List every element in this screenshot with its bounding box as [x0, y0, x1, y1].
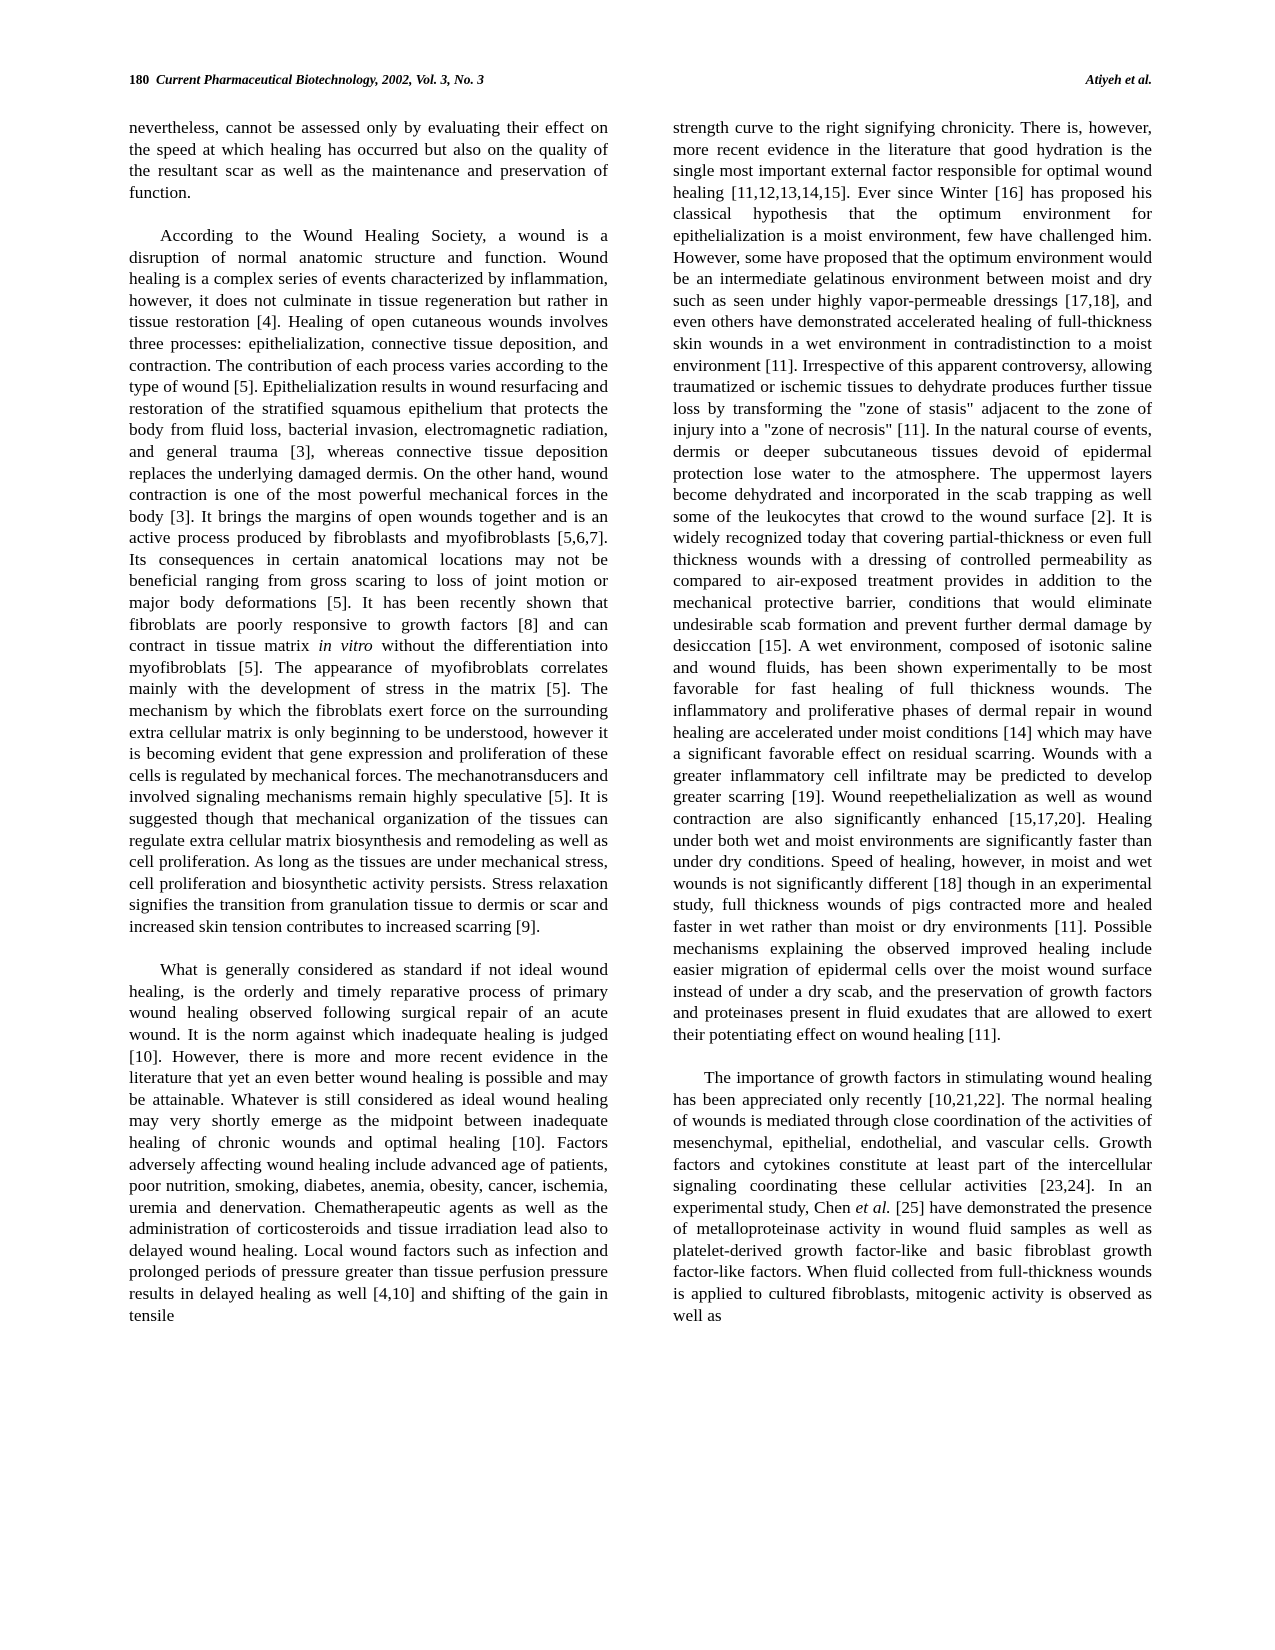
paragraph-growth-factors — [673, 1067, 1152, 1326]
italic-text: in vitro — [318, 636, 373, 656]
header-authors: Atiyeh et al. — [1085, 72, 1152, 87]
text-run: The importance of growth factors in stimulating wound healing has been appreciated only recently [10,21,22]. The normal healing of wounds is mediated through close coordination of the activities of mesenchymal, epithelial, endothelial, and vascular cells. Growth factors and cytokines constitute at least part of the intercellular signaling coordinating these cellular activities [23,24]. In an experimental study, Chen — [673, 1068, 1152, 1217]
paragraph-hydration: strength curve to the right signifying chronicity. There is, however, more recent evidence in the literature that good hydration is the single most important external factor responsible for optimal wound healing [11,12,13,14,15]. Ever since Winter [16] has proposed his classical hypothesis that the optimum environment for epithelialization is a moist environment, few have challenged him. However, some have proposed that the optimum environment would be an intermediate gelatinous environment between moist and dry such as seen under highly vapor-permeable dressings [17,18], and even others have demonstrated accelerated healing of full-thickness skin wounds in a wet environment in contradistinction to a moist environment [11]. Irrespective of this apparent controversy, allowing traumatized or ischemic tissues to dehydrate produces further tissue loss by transforming the "zone of stasis" adjacent to the zone of injury into a "zone of necrosis" [11]. In the natural course of events, dermis or deeper subcutaneous tissues devoid of epidermal protection lose water to the atmosphere. The uppermost layers become dehydrated and incorporated in the scab trapping as well some of the leukocytes that crowd to the wound surface [2]. It is widely recognized today that covering partial-thickness or even full thickness wounds with a dressing of controlled permeability as compared to air-exposed treatment provides in addition to the mechanical protective barrier, conditions that would eliminate undesirable scab formation and prevent further dermal damage by desiccation [15]. A wet environment, composed of isotonic saline and wound fluids, has been shown experimentally to be most favorable for fast healing of full thickness wounds. The inflammatory and proliferative phases of dermal repair in wound healing are accelerated under moist conditions [14] which may have a significant favorable effect on residual scarring. Wounds with a greater inflammatory cell infiltrate may be predicted to develop greater scarring [19]. Wound reepethelialization as well as wound contraction are also significantly enhanced [15,17,20]. Healing under both wet and moist environments are significantly faster than under dry conditions. Speed of healing, however, in moist and wet wounds is not significantly different [18] though in an experimental study, full thickness wounds of pigs contracted more and healed faster in wet rather than moist or dry environments [11]. Possible mechanisms explaining the observed improved healing include easier migration of epidermal cells over the moist wound surface instead of under a dry scab, and the preservation of growth factors and proteinases present in fluid exudates that are allowed to exert their potentiating effect on wound healing [11]. — [673, 118, 1152, 1044]
italic-text: et al. — [855, 1197, 891, 1217]
page-number: 180 — [129, 72, 150, 87]
paragraph-continued: nevertheless, cannot be assessed only by evaluating their effect on the speed at which healing has occurred but also on the quality of the resultant scar as well as the maintenance and preservation of function. — [129, 118, 608, 202]
paragraph-ideal-healing: What is generally considered as standard if not ideal wound healing, is the orderly and timely reparative process of primary wound healing observed following surgical repair of an acute wound. It is the norm against which inadequate healing is judged [10]. However, there is more and more recent evidence in the literature that yet an even better wound healing is possible and may be attainable. Whatever is still considered as ideal wound healing may very shortly emerge as the midpoint between inadequate healing of chronic wounds and optimal healing [10]. Factors adversely affecting wound healing include advanced age of patients, poor nutrition, smoking, diabetes, anemia, obesity, cancer, ischemia, uremia and denervation. Chematherapeutic agents as well as the administration of corticosteroids and tissue irradiation lead also to delayed wound healing. Local wound factors such as infection and prolonged periods of pressure greater than tissue perfusion pressure results in delayed healing as well [4,10] and shifting of the gain in tensile — [129, 960, 608, 1325]
header-left — [129, 72, 484, 88]
right-column — [673, 117, 1152, 1326]
running-header — [129, 72, 1152, 94]
text-run: without the differentiation into myofibroblats [5]. The appearance of myofibroblats correlates mainly with the development of stress in the matrix [5]. The mechanism by which the fibroblats exert force on the surrounding extra cellular matrix is only beginning to be understood, however it is becoming evident that gene expression and proliferation of these cells is regulated by mechanical forces. The mechanotransducers and involved signaling mechanisms remain highly speculative [5]. It is suggested though that mechanical organization of the tissues can regulate extra cellular matrix biosynthesis and remodeling as well as cell proliferation. As long as the tissues are under mechanical stress, cell proliferation and biosynthetic activity persists. Stress relaxation signifies the transition from granulation tissue to dermis or scar and increased skin tension contributes to increased scarring [9]. — [129, 636, 608, 936]
text-run: [25] have demonstrated the presence of metalloproteinase activity in wound fluid samples as well as platelet-derived growth factor-like and basic fibroblast growth factor-like factors. When fluid collected from full-thickness wounds is applied to cultured fibroblasts, mitogenic activity is observed as well as — [673, 1197, 1152, 1325]
journal-name: Current Pharmaceutical Biotechnology — [156, 72, 376, 87]
left-column — [129, 117, 608, 1326]
paragraph-wound-definition — [129, 225, 608, 938]
journal-year-volume: , 2002, Vol. 3, No. 3 — [375, 72, 485, 87]
text-run: According to the Wound Healing Society, a wound is a disruption of normal anatomic structure and function. Wound healing is a complex series of events characterized by inflammation, however, it does not culminate in tissue regeneration but rather in tissue restoration [4]. Healing of open cutaneous wounds involves three processes: epithelialization, connective tissue deposition, and contraction. The contribution of each process varies according to the type of wound [5]. Epithelialization results in wound resurfacing and restoration of the stratified squamous epithelium that protects the body from fluid loss, bacterial invasion, electromagnetic radiation, and general trauma [3], whereas connective tissue deposition replaces the underlying damaged dermis. On the other hand, wound contraction is one of the most powerful mechanical forces in the body [3]. It brings the margins of open wounds together and is an active process produced by fibroblasts and myofibroblasts [5,6,7]. Its consequences in certain anatomical locations may not be beneficial ranging from gross scaring to loss of joint motion or major body deformations [5]. It has been recently shown that fibroblats are poorly responsive to growth factors [8] and can contract in tissue matrix — [129, 225, 608, 656]
